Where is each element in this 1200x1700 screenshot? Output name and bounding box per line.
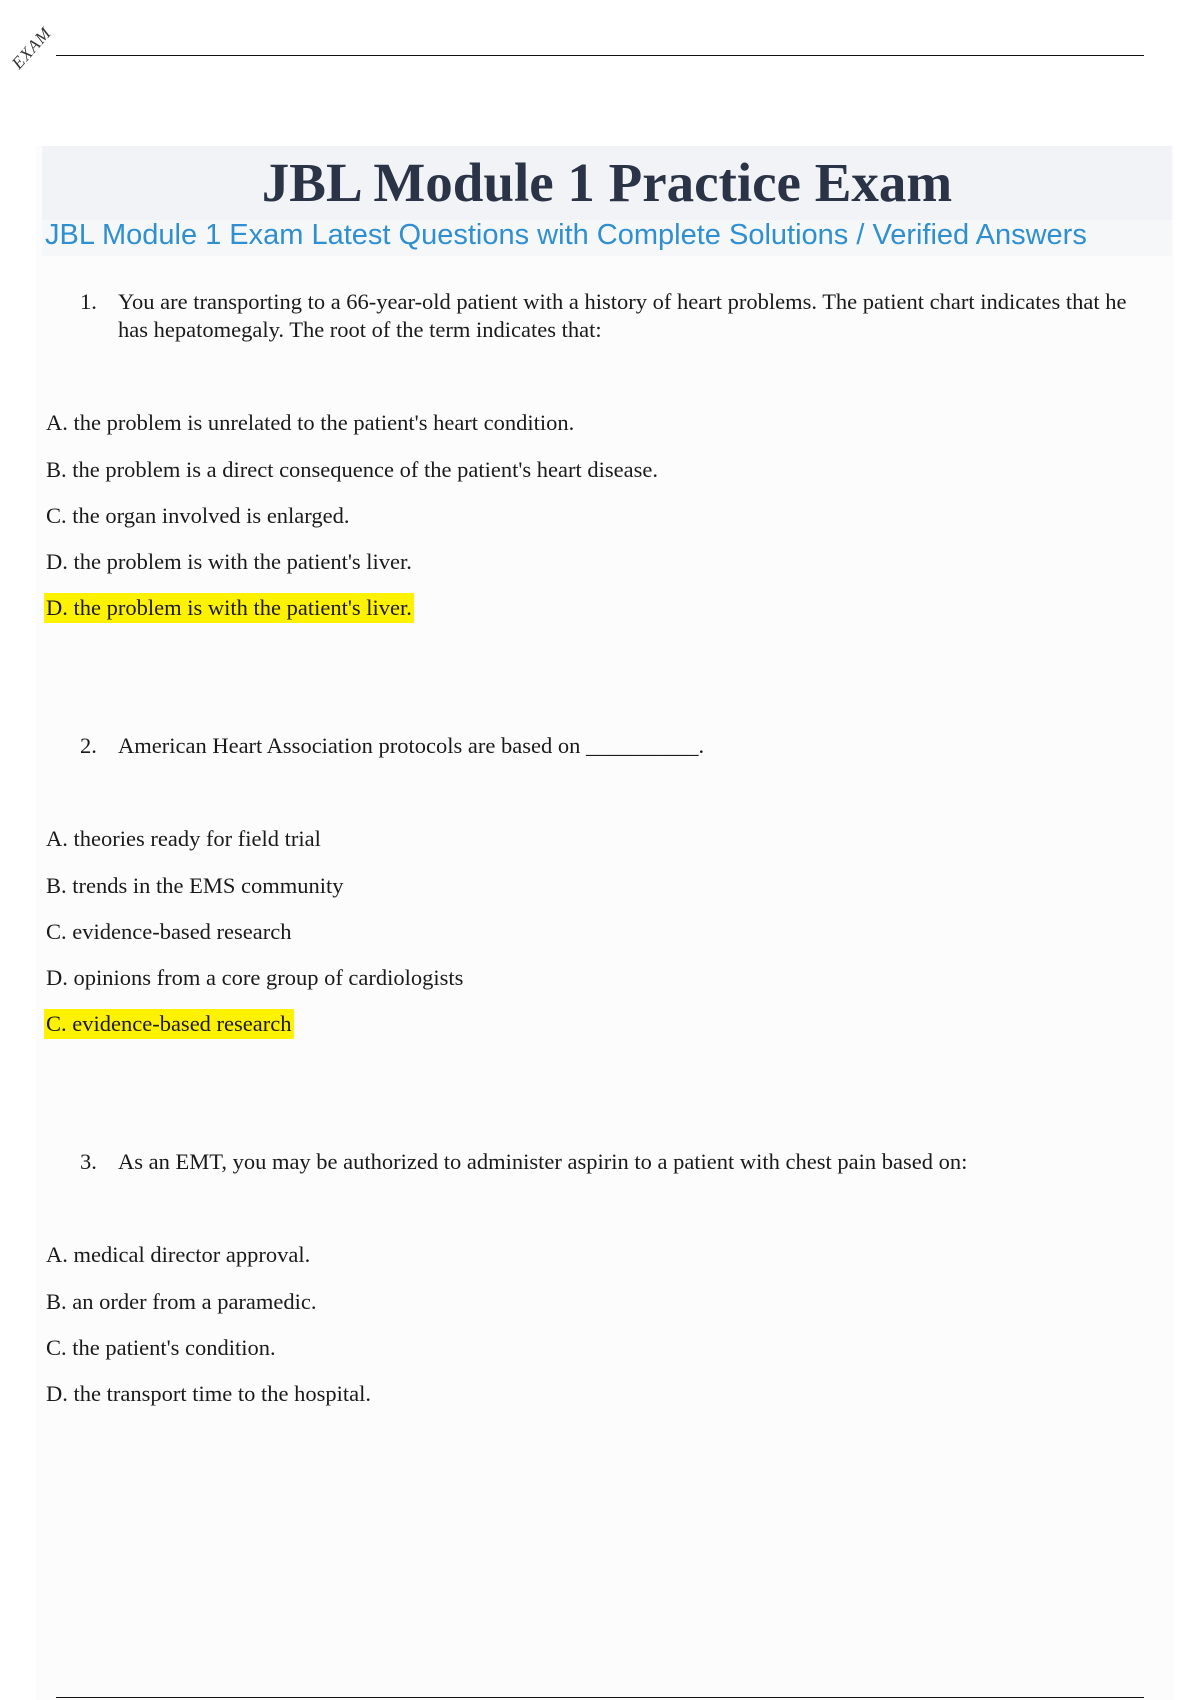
page-subtitle: JBL Module 1 Exam Latest Questions with Complete Solutions / Verified Answers	[45, 219, 1087, 251]
header-rule	[56, 55, 1144, 56]
highlighted-answer: C. evidence-based research	[44, 1009, 294, 1039]
option-b: B. an order from a paramedic.	[46, 1289, 317, 1314]
option-b: B. trends in the EMS community	[46, 873, 344, 898]
question-number: 1.	[80, 289, 97, 314]
option-b: B. the problem is a direct consequence of the patient's heart disease.	[46, 457, 658, 482]
footer-rule	[56, 1697, 1144, 1698]
option-a: A. the problem is unrelated to the patient's heart condition.	[46, 410, 575, 435]
question-text: You are transporting to a 66-year-old patient with a history of heart problems. The patient chart indicates that he has hepatomegaly. The root of the term indicates that:	[118, 289, 1127, 342]
question-1	[80, 288, 1140, 344]
option-c: C. the organ involved is enlarged.	[46, 503, 350, 528]
question-3	[80, 1148, 1140, 1176]
question-text: As an EMT, you may be authorized to administer aspirin to a patient with chest pain based on:	[118, 1149, 968, 1174]
question-2	[80, 732, 1140, 760]
option-d: D. opinions from a core group of cardiologists	[46, 965, 464, 990]
option-a: A. medical director approval.	[46, 1242, 311, 1267]
option-a: A. theories ready for field trial	[46, 826, 321, 851]
question-number: 3.	[80, 1149, 97, 1174]
option-d: D. the transport time to the hospital.	[46, 1381, 371, 1406]
option-d: D. the problem is with the patient's liver.	[46, 549, 412, 574]
exam-stamp: EXAM	[8, 23, 56, 73]
option-c: C. evidence-based research	[46, 919, 292, 944]
question-text: American Heart Association protocols are based on __________.	[118, 733, 705, 758]
option-c: C. the patient's condition.	[46, 1335, 276, 1360]
question-number: 2.	[80, 733, 97, 758]
page-title: JBL Module 1 Practice Exam	[261, 152, 953, 213]
highlighted-answer: D. the problem is with the patient's liver.	[44, 593, 414, 623]
